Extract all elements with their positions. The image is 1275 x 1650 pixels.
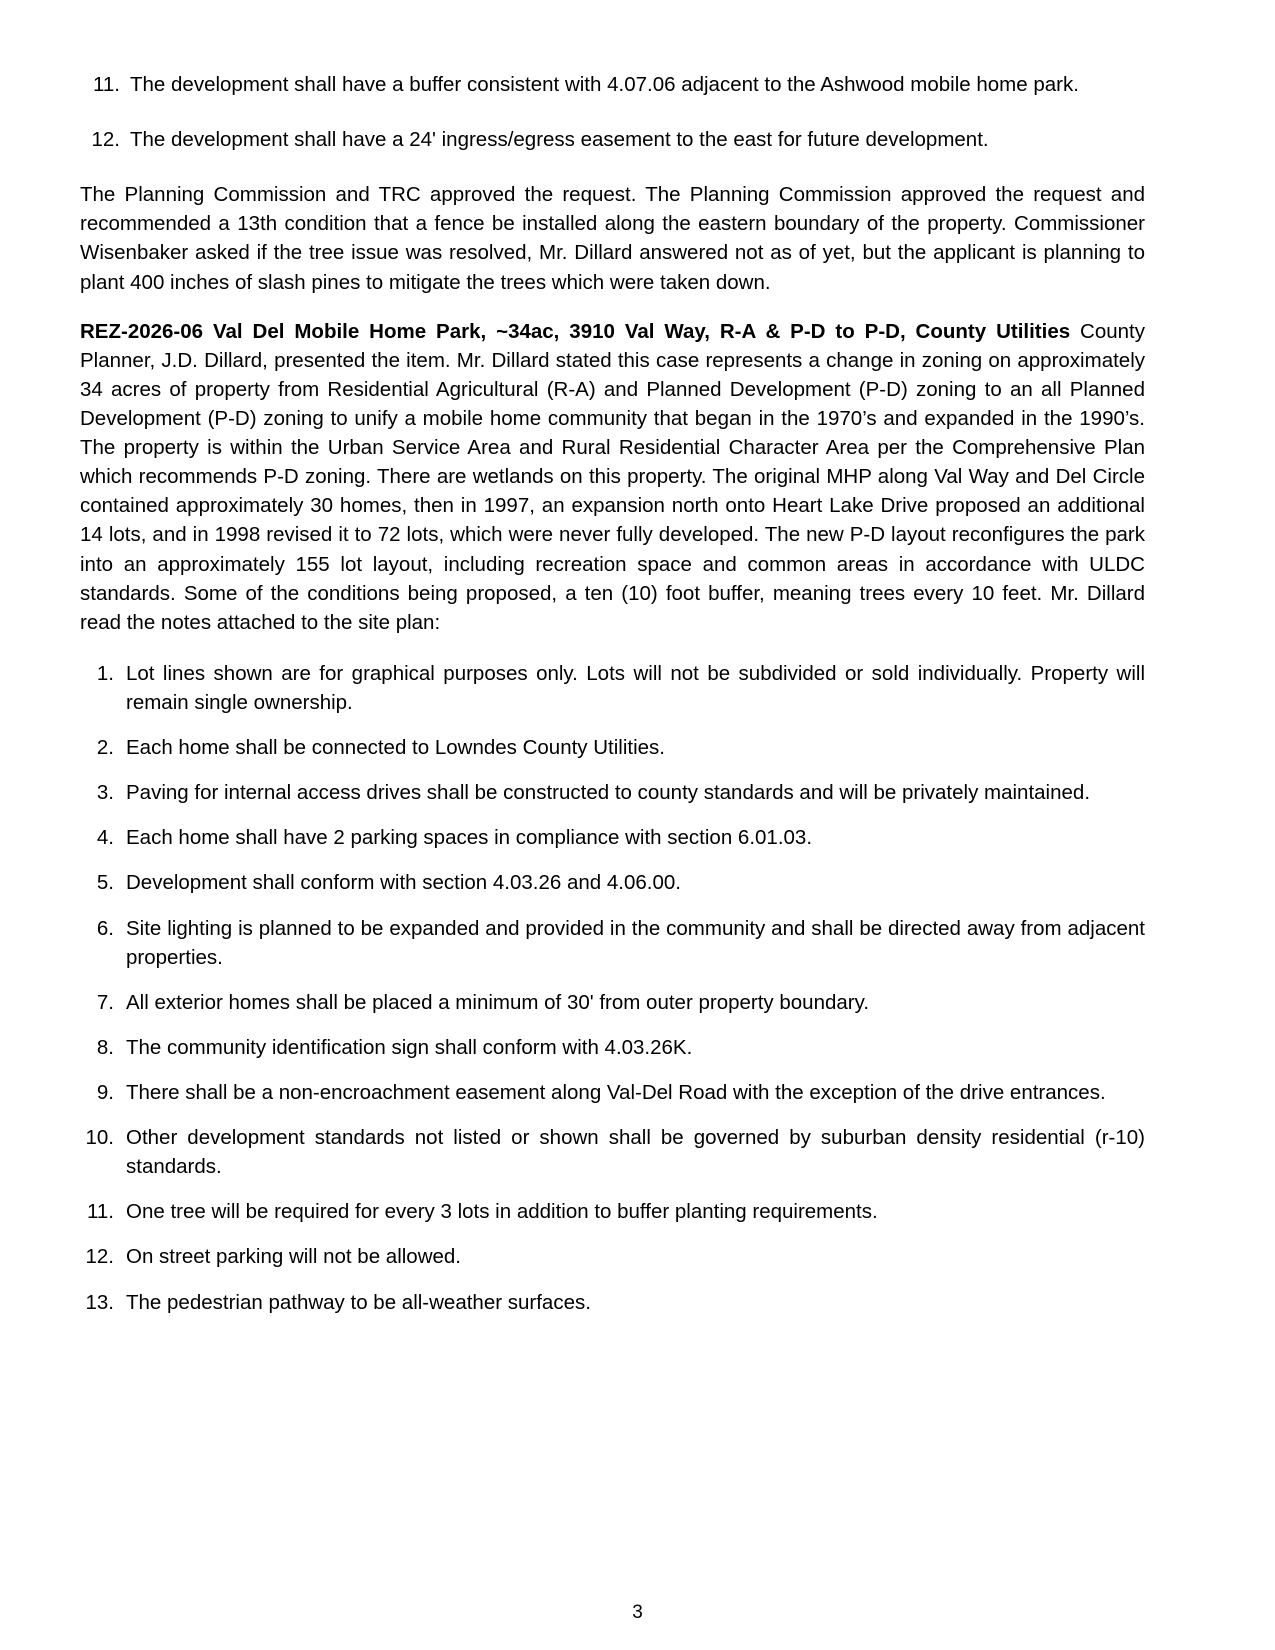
list-item-text: One tree will be required for every 3 lots in addition to buffer planting requirements.	[126, 1200, 878, 1224]
list-item	[80, 914, 1145, 972]
list-item-marker: 4.	[96, 826, 114, 850]
list-item-marker: 12.	[85, 1245, 114, 1269]
list-item	[80, 778, 1145, 807]
list-item-text: Each home shall be connected to Lowndes County Utilities.	[126, 736, 666, 760]
list-item-marker: 8.	[96, 1035, 114, 1059]
spacer	[80, 170, 1145, 180]
list-item-text: Lot lines shown are for graphical purposes only. Lots will not be subdivided or sold individually. Property will remain single ownership.	[126, 661, 1145, 714]
list-item-text: Paving for internal access drives shall be constructed to county standards and will be privately maintained.	[126, 781, 1091, 805]
case-rez-2026-06	[80, 317, 1145, 637]
list-item-marker: 12.	[91, 128, 120, 152]
list-item	[80, 988, 1145, 1017]
paragraph-trc-approval: The Planning Commission and TRC approved the request. The Planning Commission approved the request and recommended a 13th condition that a fence be installed along the eastern boundary of the property. Commissioner Wisenbaker asked if the tree issue was resolved, Mr. Dillard answered not as of yet, but the applicant is planning to plant 400 inches of slash pines to mitigate the trees which were taken down.	[80, 183, 1145, 294]
list-item-marker: 11.	[93, 73, 120, 96]
list-item	[80, 1078, 1145, 1107]
list-item	[80, 868, 1145, 897]
list-item-marker: 13.	[85, 1290, 114, 1314]
case-heading: REZ-2026-06 Val Del Mobile Home Park, ~34ac, 3910 Val Way, R-A & P-D to P-D, County Utilities	[80, 319, 1071, 343]
list-item	[80, 1033, 1145, 1062]
list-item-marker: 11.	[87, 1200, 114, 1224]
list-item-text: The community identification sign shall conform with 4.03.26K.	[126, 1035, 693, 1059]
document-body	[80, 70, 1145, 1317]
list-item-text: The pedestrian pathway to be all-weather surfaces.	[126, 1290, 591, 1314]
list-item	[80, 125, 1145, 154]
list-item-marker: 2.	[96, 736, 114, 760]
list-item-text: On street parking will not be allowed.	[126, 1245, 462, 1269]
list-item-text: The development shall have a 24' ingress/egress easement to the east for future development.	[130, 128, 989, 152]
spacer	[80, 115, 1145, 125]
list-item-marker: 9.	[96, 1080, 114, 1104]
list-item	[80, 1197, 1145, 1226]
list-item-marker: 3.	[96, 781, 114, 805]
list-item-text: Development shall conform with section 4.03.26 and 4.06.00.	[126, 871, 681, 895]
list-item-text: Other development standards not listed or shown shall be governed by suburban density residential (r-10) standards.	[126, 1126, 1145, 1179]
list-item-text: Site lighting is planned to be expanded and provided in the community and shall be directed away from adjacent properties.	[126, 916, 1145, 969]
list-item-marker: 10.	[85, 1126, 114, 1150]
list-item-text: The development shall have a buffer consistent with 4.07.06 adjacent to the Ashwood mobile home park.	[130, 73, 1079, 96]
list-item	[80, 659, 1145, 717]
list-item-marker: 1.	[96, 661, 114, 685]
list-item-marker: 5.	[96, 871, 114, 895]
list-item	[80, 70, 1145, 99]
list-item-text: There shall be a non-encroachment easement along Val-Del Road with the exception of the drive entrances.	[126, 1080, 1106, 1104]
conditions-list	[80, 659, 1145, 1317]
list-item	[80, 733, 1145, 762]
list-item-text: All exterior homes shall be placed a minimum of 30' from outer property boundary.	[126, 990, 870, 1014]
list-item	[80, 1123, 1145, 1181]
list-item-marker: 6.	[96, 916, 114, 940]
case-body-text: County Planner, J.D. Dillard, presented the item. Mr. Dillard stated this case represents a change in zoning on approximately 34 acres of property from Residential Agricultural (R-A) and Planned Development (P-D) zoning to an all Planned Development (P-D) zoning to unify a mobile home community that began in the 1970’s and expanded in the 1990’s. The property is within the Urban Service Area and Rural Residential Character Area per the Comprehensive Plan which recommends P-D zoning. There are wetlands on this property. The original MHP along Val Way and Del Circle contained approximately 30 homes, then in 1997, an expansion north onto Heart Lake Drive proposed an additional 14 lots, and in 1998 revised it to 72 lots, which were never fully developed. The new P-D layout reconfigures the park into an approximately 155 lot layout, including recreation space and common areas in accordance with ULDC standards. Some of the conditions being proposed, a ten (10) foot buffer, meaning trees every 10 feet. Mr. Dillard read the notes attached to the site plan:	[80, 319, 1145, 634]
list-item	[80, 1288, 1145, 1317]
list-item	[80, 823, 1145, 852]
list-item	[80, 1242, 1145, 1271]
top-numbered-list	[80, 70, 1145, 154]
page-number: 3	[632, 1602, 643, 1623]
list-item-marker: 7.	[96, 990, 114, 1014]
list-item-text: Each home shall have 2 parking spaces in compliance with section 6.01.03.	[126, 826, 813, 850]
